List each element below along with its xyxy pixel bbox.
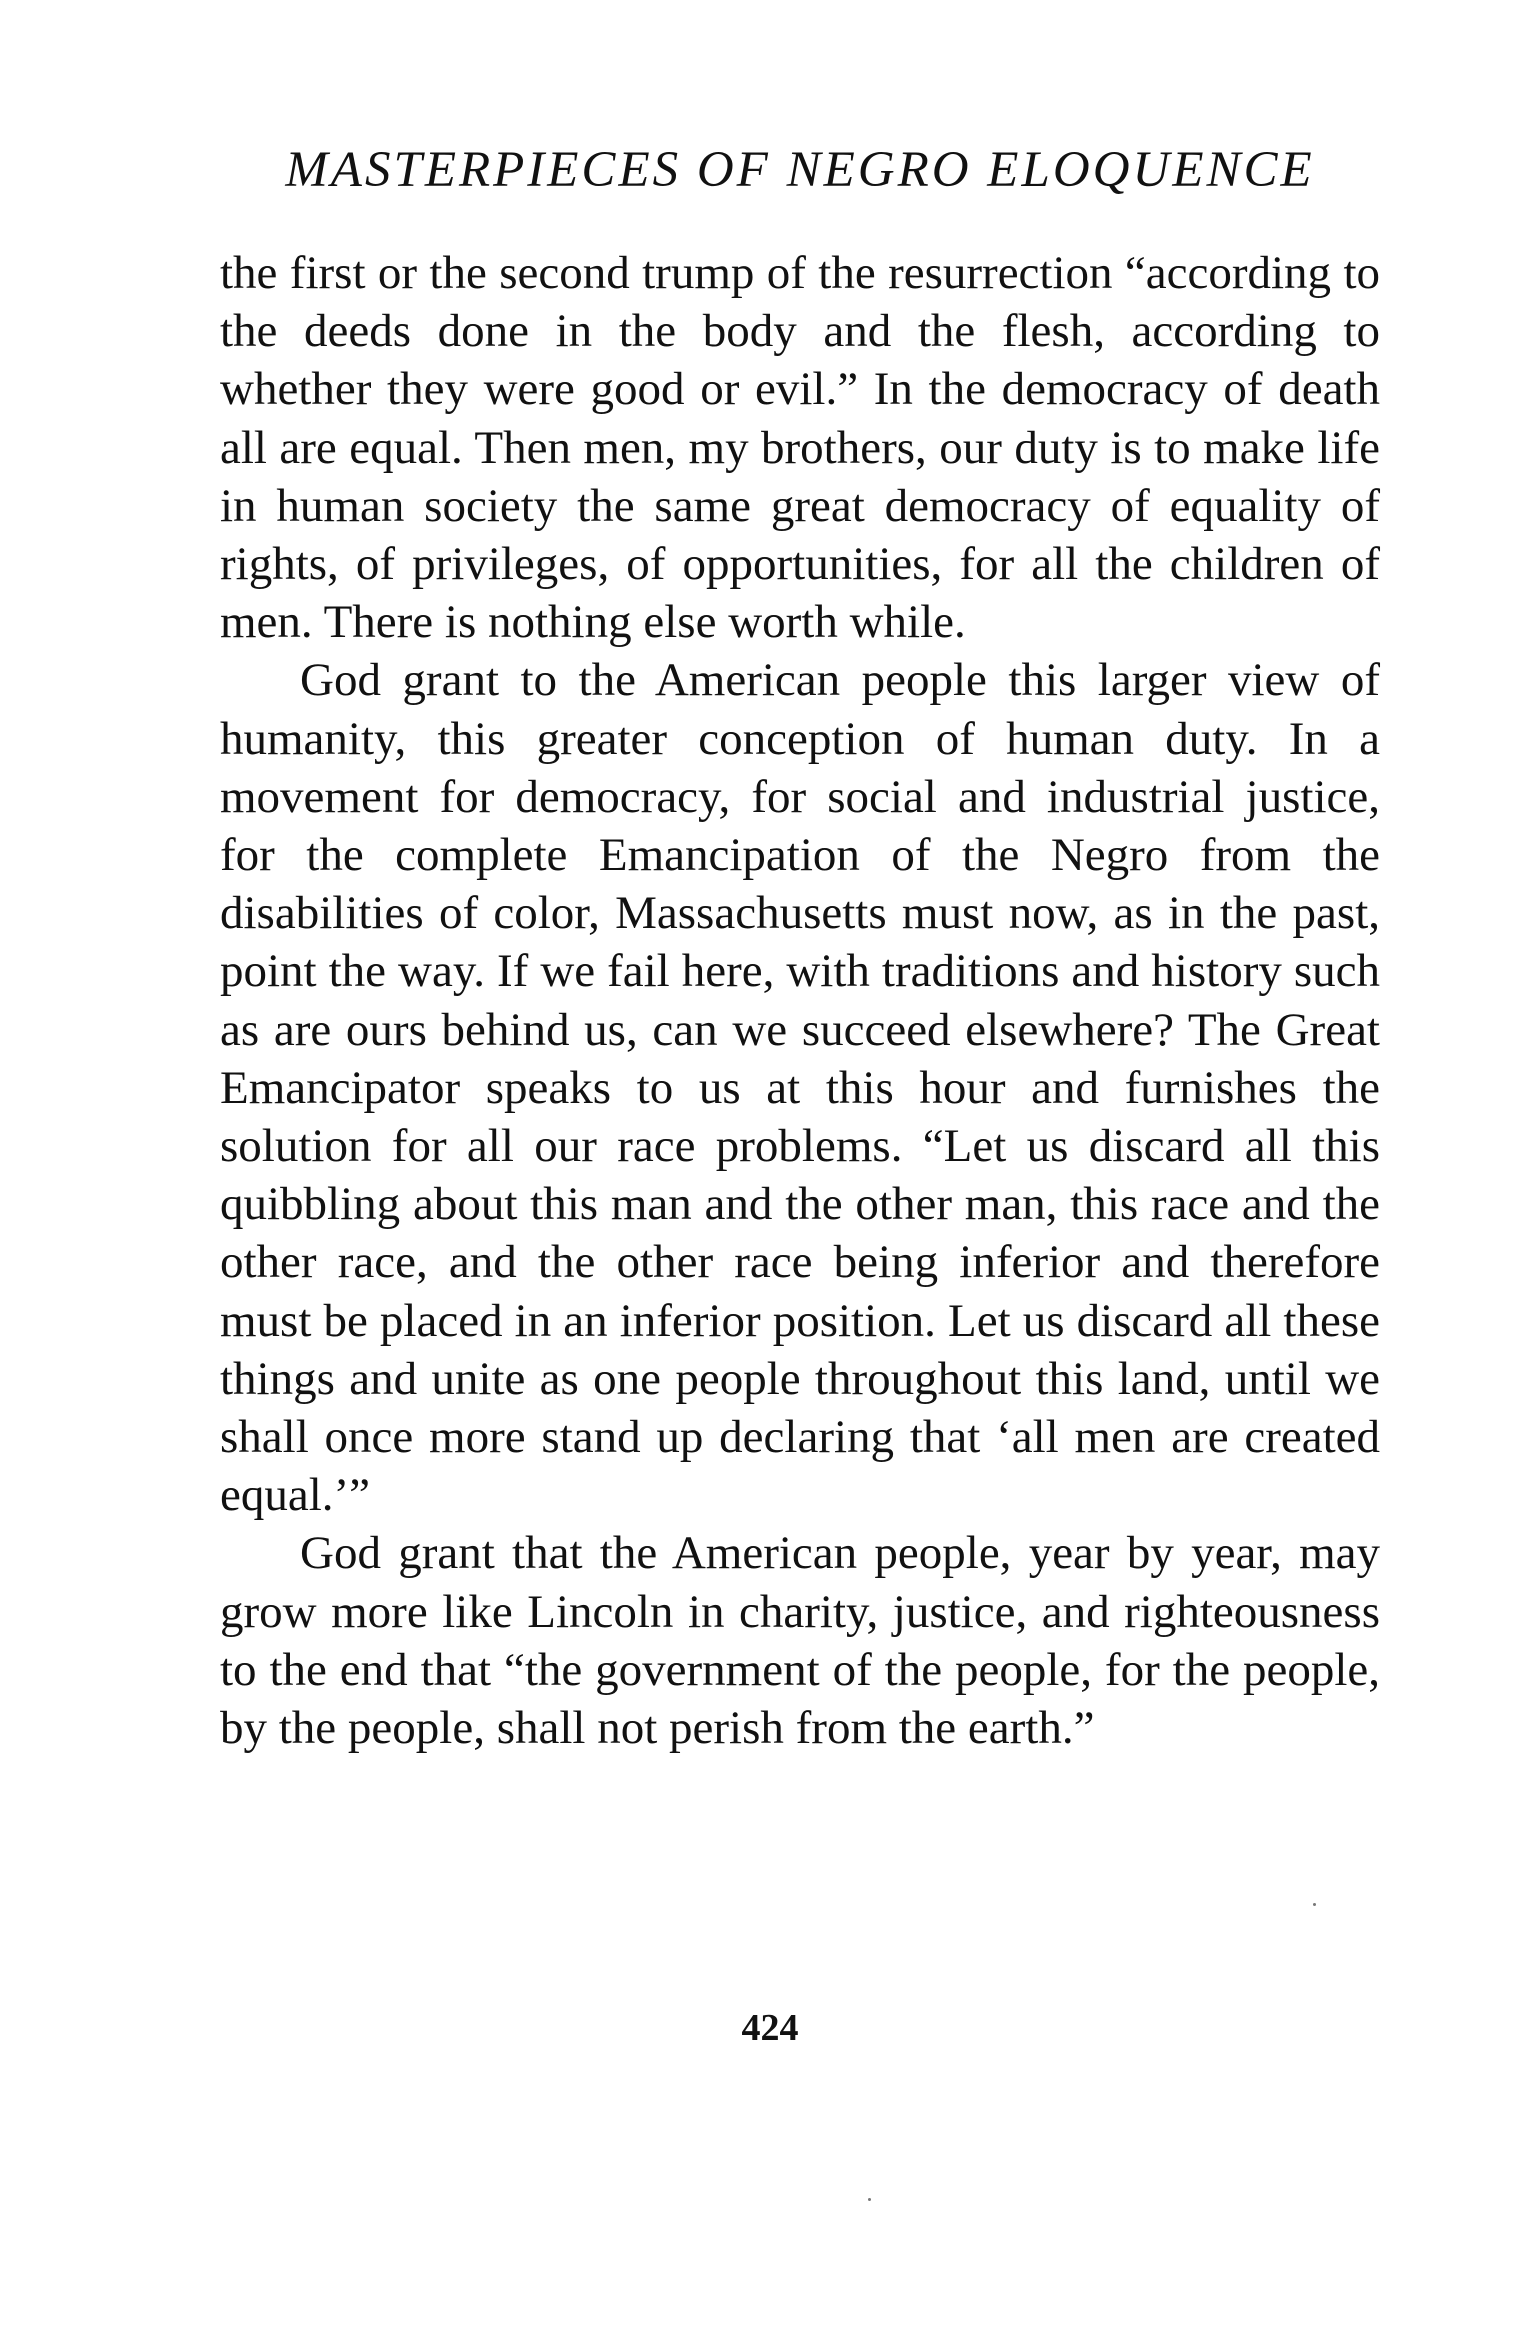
- paragraph-continuation: the first or the second trump of the resurrection “according to the deeds done in the body and the flesh, according to whether they were good or evil.” In the democracy of death all are equal. Then men, my brothers, our duty is to make life in human society the same great democracy of equality of rights, of privileges, of opportunities, for all the children of men. There is nothing else worth while.: [220, 247, 1380, 649]
- paper-speck: [868, 2198, 871, 2201]
- paper-speck: [1313, 1903, 1316, 1906]
- paragraph-closing: God grant that the American people, year by year, may grow more like Lincoln in charity, justice, and righteousness to the end that “the government of the people, for the people, by the people, shall not perish from the earth.”: [220, 1527, 1380, 1755]
- body-text: [220, 244, 1380, 1757]
- running-head: MASTERPIECES OF NEGRO ELOQUENCE: [285, 142, 1315, 198]
- page-number: 424: [741, 2007, 799, 2049]
- paragraph-emancipation: God grant to the American people this larger view of humanity, this greater conception of human duty. In a movement for democracy, for social and industrial justice, for the complete Emancipation of the Negro from the disabilities of color, Massachusetts must now, as in the past, point the way. If we fail here, with traditions and history such as are ours behind us, can we succeed elsewhere? The Great Emancipator speaks to us at this hour and furnishes the solution for all our race problems. “Let us discard all this quibbling about this man and the other man, this race and the other race, and the other race being inferior and therefore must be placed in an inferior position. Let us discard all these things and unite as one people throughout this land, until we shall once more stand up declaring that ‘all men are created equal.’”: [220, 654, 1380, 1522]
